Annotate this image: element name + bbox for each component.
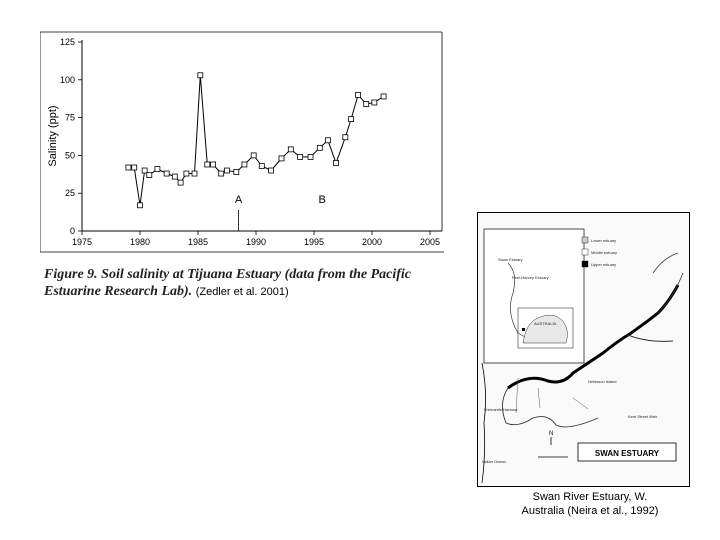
data-point [325, 138, 330, 143]
data-point [308, 154, 313, 159]
x-tick-label: 1990 [245, 237, 267, 247]
data-point [172, 174, 177, 179]
data-point [184, 171, 189, 176]
swan-estuary-map [477, 212, 690, 487]
legend-upper-swatch [582, 261, 588, 267]
map-caption [490, 490, 690, 518]
figure-citation: (Zedler et al. 2001) [195, 286, 289, 298]
annotations [235, 194, 326, 231]
y-tick-label: 125 [59, 37, 75, 47]
map-caption-line1: Swan River Estuary, W. [532, 491, 648, 503]
data-point [192, 171, 197, 176]
chart-svg [40, 30, 445, 255]
data-point [178, 180, 183, 185]
figure-caption: Figure 9. Soil salinity at Tijuana Estuary (data from the Pacific Estuarine Research Lab). [44, 267, 412, 299]
inset-australia-label: AUSTRALIA [534, 321, 557, 326]
series-markers [126, 73, 386, 208]
data-point [164, 171, 169, 176]
legend-lower-swatch [582, 237, 588, 243]
map-title: SWAN ESTUARY [594, 449, 660, 458]
data-point [126, 165, 131, 170]
data-point [343, 135, 348, 140]
place-fremantle: Fremantle Harbour [484, 407, 518, 412]
data-point [269, 168, 274, 173]
river-canning [628, 335, 673, 341]
map-drawing [478, 213, 689, 486]
data-point [234, 170, 239, 175]
data-point [259, 163, 264, 168]
x-tick-label: 1995 [303, 237, 325, 247]
x-ticks [72, 231, 440, 247]
x-tick-label: 1980 [129, 237, 151, 247]
legend-lower-label: Lower estuary [591, 238, 617, 243]
place-heirisson: Heirisson Island [588, 379, 617, 384]
data-point [147, 173, 152, 178]
x-tick-label: 2000 [361, 237, 383, 247]
figure-caption-block [44, 266, 464, 301]
series-line [128, 75, 383, 205]
north-label: N [549, 431, 554, 437]
data-point [225, 168, 230, 173]
y-tick-label: 0 [69, 226, 75, 236]
data-point [219, 171, 224, 176]
y-ticks [60, 37, 82, 236]
inset-marker [522, 328, 525, 331]
data-point [288, 147, 293, 152]
y-tick-label: 50 [64, 150, 75, 161]
y-tick-label: 75 [64, 112, 75, 123]
legend-upper-label: Upper estuary [591, 262, 617, 267]
y-axis-label: Salinity (ppt) [47, 105, 59, 167]
x-tick-label: 1975 [71, 237, 93, 247]
data-point [138, 203, 143, 208]
legend-middle-swatch [582, 249, 588, 255]
y-tick-label: 100 [59, 74, 75, 85]
data-point [381, 94, 386, 99]
data-point [372, 100, 377, 105]
annotation-label: B [318, 194, 326, 206]
data-point [198, 73, 203, 78]
annotation-label: A [234, 194, 243, 206]
map-caption-line2: Australia (Neira et al., 1992) [521, 505, 659, 517]
legend-middle-label: Middle estuary [591, 250, 618, 255]
data-point [279, 156, 284, 161]
data-point [155, 167, 160, 172]
data-point [211, 162, 216, 167]
x-tick-label: 1985 [187, 237, 209, 247]
series-line-group [128, 75, 383, 205]
place-indian-ocean: Indian Ocean [482, 459, 506, 464]
data-point [205, 162, 210, 167]
salinity-chart [40, 30, 445, 255]
x-tick-label: 2005 [419, 237, 441, 247]
data-point [251, 153, 256, 158]
data-point [317, 145, 322, 150]
y-tick-label: 25 [64, 188, 75, 199]
river-tributaries [653, 253, 683, 313]
data-point [349, 117, 354, 122]
data-point [356, 92, 361, 97]
inset-swan-label: Swan Estuary [498, 257, 523, 262]
inset-peel-label: Peel-Harvey Estuary [512, 275, 549, 280]
data-point [334, 160, 339, 165]
coastline [482, 363, 486, 483]
data-point [298, 154, 303, 159]
place-kent-street: Kent Street Weir [628, 414, 658, 419]
data-point [364, 101, 369, 106]
data-point [242, 162, 247, 167]
data-point [132, 165, 137, 170]
